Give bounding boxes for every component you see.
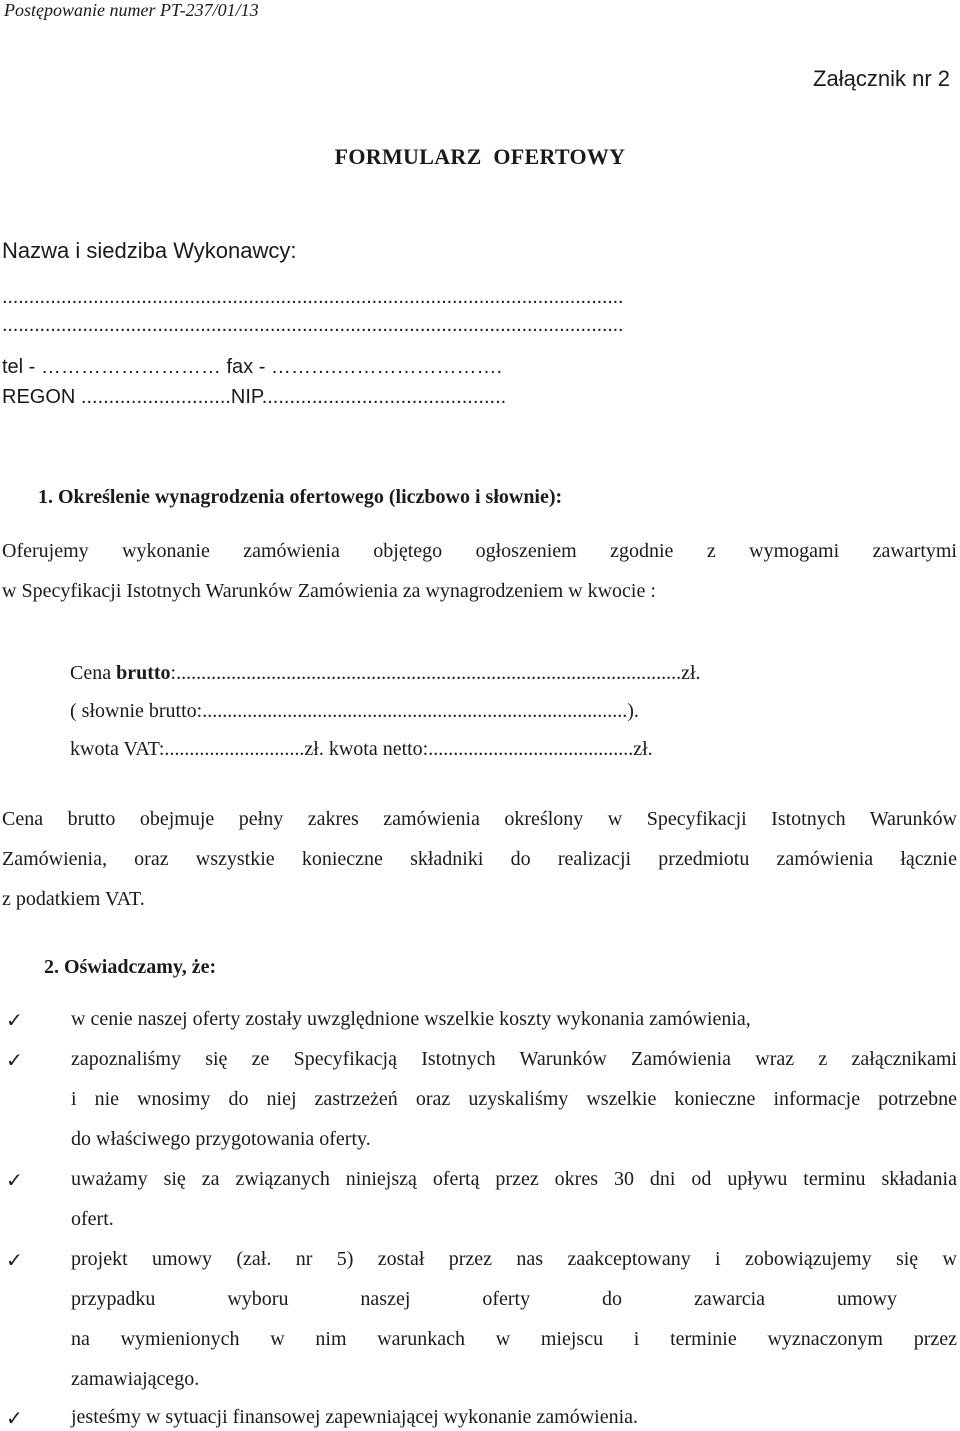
price-note-line-3: z podatkiem VAT. (2, 888, 145, 910)
declaration-2-line-2: i nie wnosimy do niej zastrzeżeń oraz uzyskaliśmy wszelkie konieczne informacje potrzebne (71, 1088, 957, 1110)
price-note-line-2: Zamówienia, oraz wszystkie konieczne składniki do realizacji przedmiotu zamówienia łącznie (2, 848, 957, 870)
declaration-4-line-3: na wymienionych w nim warunkach w miejscu i terminie wyznaczonym przez (71, 1328, 957, 1350)
section-1-heading: 1. Określenie wynagrodzenia ofertowego (liczbowo i słownie): (38, 486, 563, 508)
declaration-2-line-1: zapoznaliśmy się ze Specyfikacją Istotnych Warunków Zamówienia wraz z załącznikami (71, 1048, 957, 1070)
declaration-5: jesteśmy w sytuacji finansowej zapewniającej wykonanie zamówienia. (71, 1406, 639, 1428)
declaration-2-line-3: do właściwego przygotowania oferty. (71, 1128, 371, 1150)
contractor-name-field[interactable]: .................................................................................................................... (2, 286, 624, 308)
declaration-3-line-2: ofert. (71, 1208, 114, 1230)
declaration-4-line-2: przypadku wyboru naszej oferty do zawarcia umowy (71, 1288, 897, 1310)
section-2-heading: 2. Oświadczamy, że: (44, 956, 217, 978)
checkmark-icon: ✓ (6, 1050, 23, 1072)
vat-net-line[interactable]: kwota VAT:............................zł. kwota netto:.........................................zł. (70, 738, 653, 760)
checkmark-icon: ✓ (6, 1408, 23, 1430)
offer-intro-line-2: w Specyfikacji Istotnych Warunków Zamówienia za wynagrodzeniem w kwocie : (2, 580, 656, 602)
price-note-line-1: Cena brutto obejmuje pełny zakres zamówienia określony w Specyfikacji Istotnych Warunków (2, 808, 957, 830)
contractor-address-field[interactable]: .................................................................................................................... (2, 314, 624, 336)
checkmark-icon: ✓ (6, 1010, 23, 1032)
phone-fax-line[interactable]: tel - ……………………… fax - ……….……………………. (2, 356, 503, 378)
offer-intro-line-1: Oferujemy wykonanie zamówienia objętego ogłoszeniem zgodnie z wymogami zawartymi (2, 540, 957, 562)
gross-price-line[interactable] (70, 662, 701, 685)
gross-price-field[interactable]: :.....................................................................................................zł. (170, 662, 701, 684)
declaration-4-line-4: zamawiającego. (71, 1368, 200, 1390)
annex-number: Załącznik nr 2 (813, 66, 950, 91)
gross-price-label: Cena (70, 662, 117, 684)
gross-price-label-bold: brutto (116, 662, 171, 684)
gross-price-words-line[interactable]: ( słownie brutto:.....................................................................................). (70, 700, 639, 722)
checkmark-icon: ✓ (6, 1170, 23, 1192)
declaration-1: w cenie naszej oferty zostały uwzględnione wszelkie koszty wykonania zamówienia, (71, 1008, 751, 1030)
regon-nip-line[interactable]: REGON ...........................NIP............................................ (2, 386, 507, 408)
page-title: FORMULARZ OFERTOWY (334, 144, 626, 169)
declaration-3-line-1: uważamy się za związanych niniejszą ofertą przez okres 30 dni od upływu terminu składania (71, 1168, 957, 1190)
declaration-4-line-1: projekt umowy (zał. nr 5) został przez nas zaakceptowany i zobowiązujemy się w (71, 1248, 957, 1270)
procedure-reference: Postępowanie numer PT-237/01/13 (4, 0, 259, 20)
contractor-label: Nazwa i siedziba Wykonawcy: (2, 238, 297, 263)
checkmark-icon: ✓ (6, 1250, 23, 1272)
